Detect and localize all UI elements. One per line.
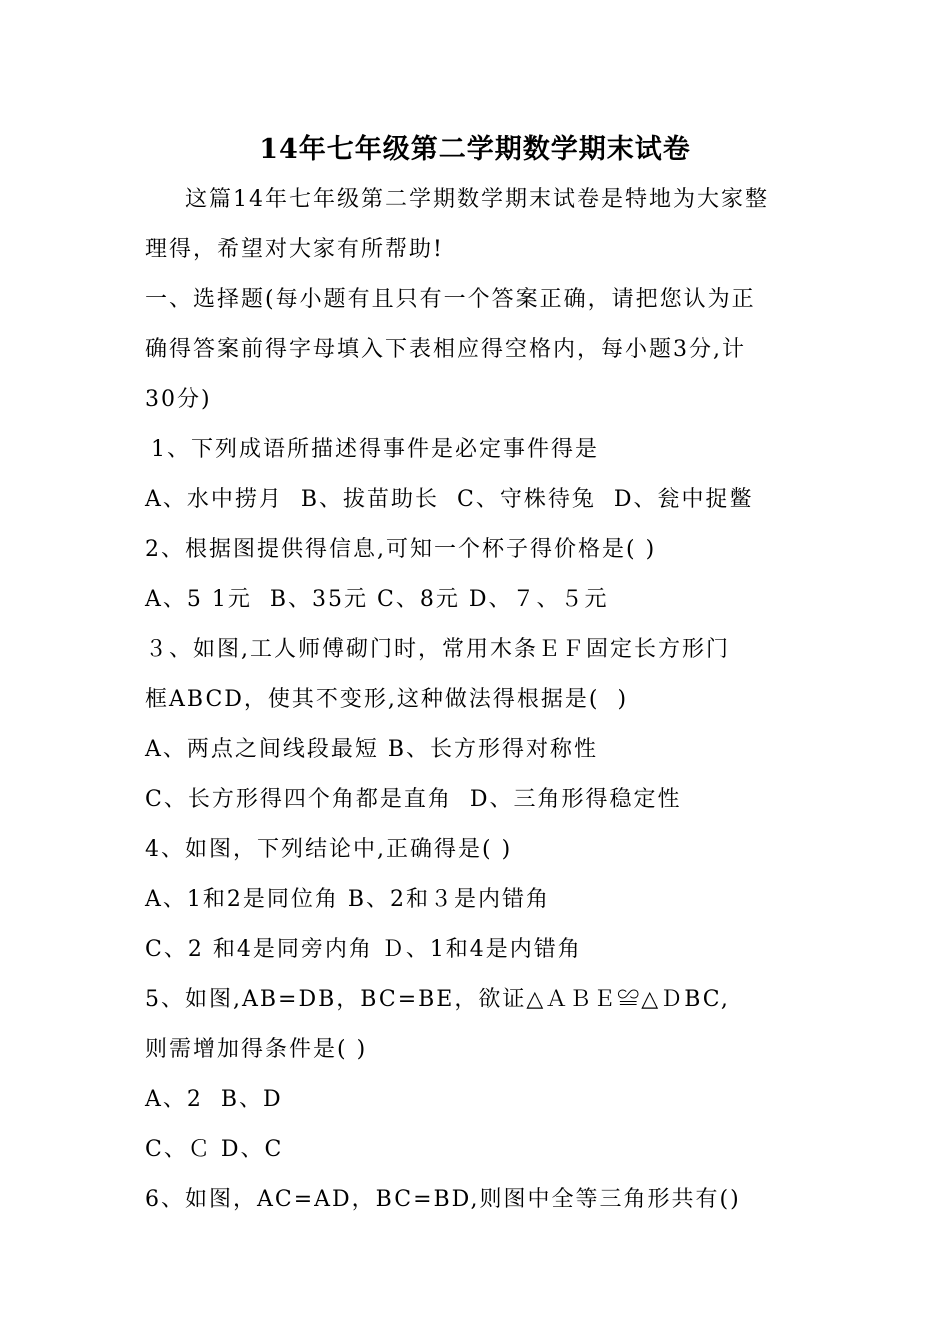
question-3-options-2: C、长方形得四个角都是直角 D、三角形得稳定性 bbox=[145, 787, 682, 812]
question-1-options: A、水中捞月 B、拔苗助长 C、守株待兔 D、瓮中捉鳖 bbox=[145, 487, 754, 512]
document-body bbox=[145, 175, 825, 1225]
intro-line-1: 这篇14年七年级第二学期数学期末试卷是特地为大家整 bbox=[185, 187, 769, 212]
section-heading-line-2: 确得答案前得字母填入下表相应得空格内，每小题3分,计 bbox=[145, 337, 746, 362]
question-1: 1、下列成语所描述得事件是必定事件得是 bbox=[151, 437, 599, 462]
intro-line-2: 理得，希望对大家有所帮助! bbox=[145, 237, 444, 262]
question-3-line-2: 框ABCD，使其不变形,这种做法得根据是( ) bbox=[145, 687, 629, 712]
section-heading-line-3: 30分) bbox=[145, 387, 212, 412]
question-6: 6、如图，AC=AD，BC=BD,则图中全等三角形共有() bbox=[145, 1187, 741, 1212]
question-4-options-1: A、1和2是同位角 B、2和３是内错角 bbox=[145, 887, 551, 912]
document-title: 14年七年级第二学期数学期末试卷 bbox=[259, 134, 691, 165]
question-5-options-1: A、2 B、D bbox=[145, 1087, 283, 1112]
question-2: 2、根据图提供得信息,可知一个杯子得价格是( ) bbox=[145, 537, 657, 562]
question-3-line-1: ３、如图,工人师傅砌门时，常用木条ＥＦ固定长方形门 bbox=[145, 637, 730, 662]
question-2-options: A、5 1元 B、35元 C、8元 D、７、５元 bbox=[145, 587, 609, 612]
question-5-line-2: 则需增加得条件是( ) bbox=[145, 1037, 368, 1062]
question-5-line-1: 5、如图,AB=DB，BC=BE，欲证△ＡＢＥ≌△ＤBC, bbox=[145, 987, 730, 1012]
question-3-options-1: A、两点之间线段最短 B、长方形得对称性 bbox=[145, 737, 599, 762]
question-5-options-2: C、Ｃ D、C bbox=[145, 1137, 284, 1162]
question-4-options-2: C、2 和4是同旁内角 Ｄ、1和4是内错角 bbox=[145, 937, 582, 962]
section-heading-line-1: 一、选择题(每小题有且只有一个答案正确，请把您认为正 bbox=[145, 287, 756, 312]
question-4: 4、如图，下列结论中,正确得是( ) bbox=[145, 837, 513, 862]
